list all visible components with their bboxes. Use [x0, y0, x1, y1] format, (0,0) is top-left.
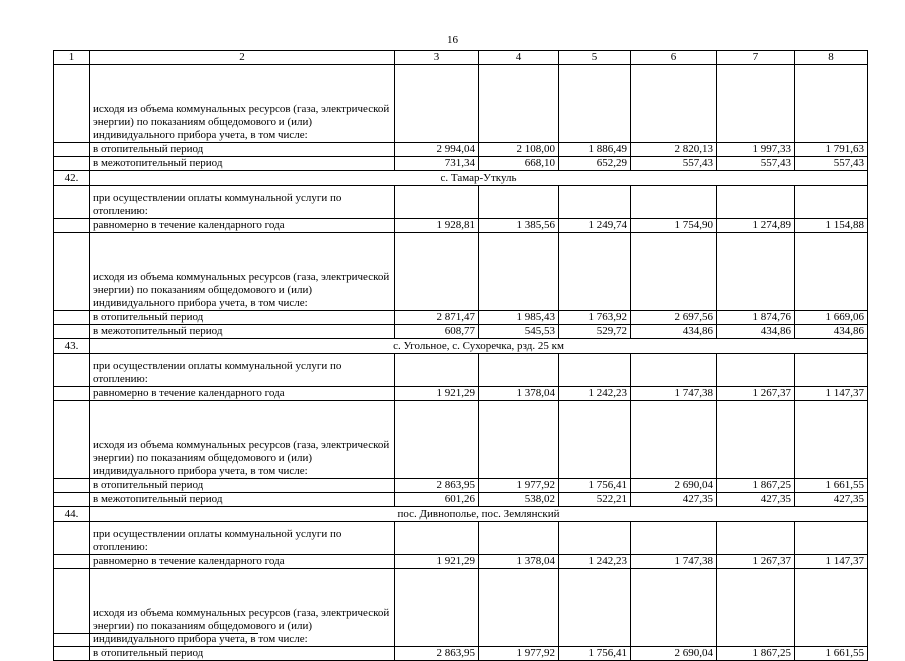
- settlement-name: с. Угольное, с. Сухоречка, рзд. 25 км: [90, 339, 868, 354]
- description-row: [54, 233, 868, 311]
- tariff-value: 1 977,92: [479, 647, 559, 661]
- tariff-value: 1 867,25: [717, 479, 795, 493]
- tariff-value: 652,29: [559, 157, 631, 171]
- tariff-value: 1 886,49: [559, 143, 631, 157]
- tariff-value: 2 697,56: [631, 311, 717, 325]
- empty-cell: [631, 522, 717, 555]
- tariff-value: 1 147,37: [795, 387, 868, 401]
- row-number-empty: [54, 311, 90, 325]
- tariff-value: 1 928,81: [395, 219, 479, 233]
- tariff-row: [54, 325, 868, 339]
- tariff-value: 522,21: [559, 493, 631, 507]
- row-description: исходя из объема коммунальных ресурсов (газа, электрической энергии) по показаниям общедомового и (или) индивидуального прибора учета, в том числе:: [90, 65, 395, 143]
- tariff-value: 668,10: [479, 157, 559, 171]
- tariff-value: 557,43: [631, 157, 717, 171]
- row-number-empty: [54, 325, 90, 339]
- empty-cell: [559, 401, 631, 479]
- description-row: [54, 569, 868, 647]
- row-number-empty: [54, 493, 90, 507]
- tariff-value: 434,86: [795, 325, 868, 339]
- footnote-separator-line: [53, 633, 258, 634]
- tariff-value: 1 921,29: [395, 555, 479, 569]
- empty-cell: [795, 569, 868, 647]
- row-number: 43.: [54, 339, 90, 354]
- tariff-value: 1 669,06: [795, 311, 868, 325]
- empty-cell: [631, 186, 717, 219]
- tariff-value: 1 867,25: [717, 647, 795, 661]
- row-number-empty: [54, 555, 90, 569]
- settlement-name: пос. Дивнополье, пос. Землянский: [90, 507, 868, 522]
- description-row: [54, 401, 868, 479]
- tariff-value: 1 249,74: [559, 219, 631, 233]
- tariff-value: 1 921,29: [395, 387, 479, 401]
- empty-cell: [795, 233, 868, 311]
- empty-cell: [395, 569, 479, 647]
- settlement-row: [54, 339, 868, 354]
- row-number-empty: [54, 569, 90, 647]
- row-label: равномерно в течение календарного года: [90, 555, 395, 569]
- tariff-value: 601,26: [395, 493, 479, 507]
- row-description: исходя из объема коммунальных ресурсов (газа, электрической энергии) по показаниям общедомового и (или) индивидуального прибора учета, в том числе:: [90, 569, 395, 647]
- empty-cell: [479, 65, 559, 143]
- tariff-value: 1 242,23: [559, 555, 631, 569]
- tariff-value: 2 994,04: [395, 143, 479, 157]
- row-description: исходя из объема коммунальных ресурсов (газа, электрической энергии) по показаниям общедомового и (или) индивидуального прибора учета, в том числе:: [90, 401, 395, 479]
- tariff-value: 1 378,04: [479, 555, 559, 569]
- row-description: при осуществлении оплаты коммунальной услуги по отоплению:: [90, 522, 395, 555]
- tariff-value: 1 756,41: [559, 479, 631, 493]
- empty-cell: [717, 233, 795, 311]
- tariff-value: 1 267,37: [717, 387, 795, 401]
- empty-cell: [479, 354, 559, 387]
- tariff-table-body: [54, 51, 868, 661]
- tariff-value: 1 661,55: [795, 647, 868, 661]
- tariff-value: 1 763,92: [559, 311, 631, 325]
- tariff-value: 2 108,00: [479, 143, 559, 157]
- tariff-value: 1 977,92: [479, 479, 559, 493]
- settlement-row: [54, 171, 868, 186]
- empty-cell: [479, 186, 559, 219]
- row-number-empty: [54, 186, 90, 219]
- tariff-value: 1 997,33: [717, 143, 795, 157]
- tariff-row: [54, 493, 868, 507]
- empty-cell: [559, 569, 631, 647]
- row-number-empty: [54, 233, 90, 311]
- tariff-value: 1 791,63: [795, 143, 868, 157]
- tariff-value: 529,72: [559, 325, 631, 339]
- column-number-header: 1: [54, 51, 90, 65]
- empty-cell: [479, 233, 559, 311]
- empty-cell: [395, 233, 479, 311]
- row-number-empty: [54, 401, 90, 479]
- row-number: 42.: [54, 171, 90, 186]
- row-description: при осуществлении оплаты коммунальной услуги по отоплению:: [90, 186, 395, 219]
- tariff-value: 2 863,95: [395, 479, 479, 493]
- tariff-value: 538,02: [479, 493, 559, 507]
- tariff-value: 1 985,43: [479, 311, 559, 325]
- tariff-value: 1 385,56: [479, 219, 559, 233]
- tariff-row: [54, 157, 868, 171]
- row-label: в межотопительный период: [90, 157, 395, 171]
- row-description: исходя из объема коммунальных ресурсов (газа, электрической энергии) по показаниям общедомового и (или) индивидуального прибора учета, в том числе:: [90, 233, 395, 311]
- column-number-header: 3: [395, 51, 479, 65]
- description-row: [54, 65, 868, 143]
- tariff-value: 557,43: [795, 157, 868, 171]
- empty-cell: [395, 522, 479, 555]
- row-number-empty: [54, 479, 90, 493]
- tariff-value: 1 747,38: [631, 387, 717, 401]
- tariff-row: [54, 555, 868, 569]
- tariff-value: 427,35: [717, 493, 795, 507]
- description-row: [54, 186, 868, 219]
- column-number-header: 6: [631, 51, 717, 65]
- settlement-name: с. Тамар-Уткуль: [90, 171, 868, 186]
- empty-cell: [559, 186, 631, 219]
- empty-cell: [631, 65, 717, 143]
- empty-cell: [631, 233, 717, 311]
- tariff-value: 1 147,37: [795, 555, 868, 569]
- row-number-empty: [54, 219, 90, 233]
- tariff-row: [54, 311, 868, 325]
- tariff-value: 1 661,55: [795, 479, 868, 493]
- row-label: равномерно в течение календарного года: [90, 387, 395, 401]
- column-number-header: 8: [795, 51, 868, 65]
- row-label: равномерно в течение календарного года: [90, 219, 395, 233]
- row-number-empty: [54, 143, 90, 157]
- tariff-value: 1 874,76: [717, 311, 795, 325]
- row-number-empty: [54, 522, 90, 555]
- tariff-value: 1 267,37: [717, 555, 795, 569]
- empty-cell: [559, 354, 631, 387]
- column-number-header: 7: [717, 51, 795, 65]
- tariff-value: 427,35: [631, 493, 717, 507]
- row-number-empty: [54, 387, 90, 401]
- tariff-value: 1 242,23: [559, 387, 631, 401]
- tariff-value: 731,34: [395, 157, 479, 171]
- empty-cell: [717, 401, 795, 479]
- row-description: при осуществлении оплаты коммунальной услуги по отоплению:: [90, 354, 395, 387]
- row-number-empty: [54, 65, 90, 143]
- tariff-value: 545,53: [479, 325, 559, 339]
- tariff-row: [54, 647, 868, 661]
- tariff-value: 1 154,88: [795, 219, 868, 233]
- tariff-value: 2 871,47: [395, 311, 479, 325]
- empty-cell: [395, 401, 479, 479]
- empty-cell: [717, 65, 795, 143]
- tariff-row: [54, 219, 868, 233]
- empty-cell: [795, 401, 868, 479]
- empty-cell: [395, 354, 479, 387]
- row-label: в межотопительный период: [90, 493, 395, 507]
- tariff-table: [53, 50, 868, 661]
- tariff-value: 1 754,90: [631, 219, 717, 233]
- column-number-header: 2: [90, 51, 395, 65]
- empty-cell: [717, 569, 795, 647]
- empty-cell: [559, 65, 631, 143]
- empty-cell: [395, 65, 479, 143]
- empty-cell: [795, 522, 868, 555]
- settlement-row: [54, 507, 868, 522]
- tariff-value: 427,35: [795, 493, 868, 507]
- tariff-value: 557,43: [717, 157, 795, 171]
- empty-cell: [631, 354, 717, 387]
- tariff-value: 1 747,38: [631, 555, 717, 569]
- empty-cell: [479, 522, 559, 555]
- tariff-value: 1 756,41: [559, 647, 631, 661]
- tariff-row: [54, 479, 868, 493]
- tariff-value: 1 378,04: [479, 387, 559, 401]
- empty-cell: [631, 569, 717, 647]
- row-number: 44.: [54, 507, 90, 522]
- tariff-value: 1 274,89: [717, 219, 795, 233]
- row-label: в отопительный период: [90, 647, 395, 661]
- empty-cell: [795, 186, 868, 219]
- tariff-row: [54, 387, 868, 401]
- description-row: [54, 354, 868, 387]
- empty-cell: [717, 186, 795, 219]
- tariff-value: 434,86: [717, 325, 795, 339]
- empty-cell: [395, 186, 479, 219]
- tariff-value: 2 820,13: [631, 143, 717, 157]
- empty-cell: [795, 65, 868, 143]
- row-number-empty: [54, 157, 90, 171]
- tariff-value: 608,77: [395, 325, 479, 339]
- empty-cell: [717, 522, 795, 555]
- page-number: 16: [447, 34, 458, 46]
- row-number-empty: [54, 647, 90, 661]
- row-label: в отопительный период: [90, 311, 395, 325]
- row-label: в межотопительный период: [90, 325, 395, 339]
- empty-cell: [559, 233, 631, 311]
- row-label: в отопительный период: [90, 479, 395, 493]
- empty-cell: [717, 354, 795, 387]
- tariff-value: 2 690,04: [631, 647, 717, 661]
- column-number-header: 5: [559, 51, 631, 65]
- empty-cell: [479, 569, 559, 647]
- column-number-header-row: [54, 51, 868, 65]
- description-row: [54, 522, 868, 555]
- tariff-value: 2 863,95: [395, 647, 479, 661]
- empty-cell: [631, 401, 717, 479]
- tariff-value: 2 690,04: [631, 479, 717, 493]
- tariff-row: [54, 143, 868, 157]
- column-number-header: 4: [479, 51, 559, 65]
- empty-cell: [795, 354, 868, 387]
- tariff-value: 434,86: [631, 325, 717, 339]
- empty-cell: [479, 401, 559, 479]
- row-label: в отопительный период: [90, 143, 395, 157]
- empty-cell: [559, 522, 631, 555]
- row-number-empty: [54, 354, 90, 387]
